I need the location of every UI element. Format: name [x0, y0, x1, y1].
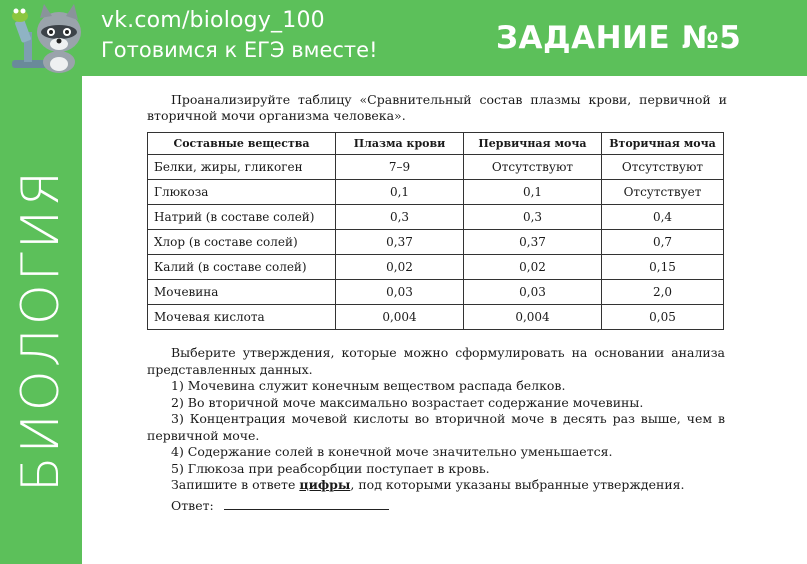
table-header: Плазма крови [336, 133, 464, 155]
table-cell: Глюкоза [148, 180, 336, 205]
table-header: Вторичная моча [602, 133, 724, 155]
instruction-emphasis: цифры [299, 477, 351, 492]
table-cell: Натрий (в составе солей) [148, 205, 336, 230]
table-cell: Отсутствуют [602, 155, 724, 180]
table-cell: 0,02 [464, 255, 602, 280]
table-cell: 0,15 [602, 255, 724, 280]
instruction-text: , под которыми указаны выбранные утверждения. [350, 477, 685, 492]
table-cell: Отсутствуют [464, 155, 602, 180]
answer-option: 3) Концентрация мочевой кислоты во вторичной моче в десять раз выше, чем в первичной моче. [147, 411, 725, 443]
table-cell: 0,4 [602, 205, 724, 230]
table-cell: 0,37 [336, 230, 464, 255]
subject-label: БИОЛОГИЯ [11, 167, 71, 493]
table-row [148, 255, 724, 280]
answer-option: 5) Глюкоза при реабсорбции поступает в кровь. [171, 460, 490, 476]
answer-option: 2) Во вторичной моче максимально возрастает содержание мочевины. [171, 394, 644, 410]
intro-text: Проанализируйте таблицу «Сравнительный состав плазмы крови, первичной и вторичной мочи организма человека». [147, 92, 727, 123]
table-header-row [148, 133, 724, 155]
site-url[interactable]: vk.com/biology_100 [101, 8, 325, 33]
table-cell: 0,004 [464, 305, 602, 330]
answer-field[interactable] [224, 497, 389, 510]
answer-option: 1) Мочевина служит конечным веществом распада белков. [171, 378, 566, 393]
table-row [148, 155, 724, 180]
table-cell: Отсутствует [602, 180, 724, 205]
question-prompt: Выберите утверждения, которые можно сформулировать на основании анализа представленных данных. [147, 345, 725, 377]
table-cell: 0,004 [336, 305, 464, 330]
table-cell: 0,03 [336, 280, 464, 305]
table-cell: 7–9 [336, 155, 464, 180]
table-cell: 0,02 [336, 255, 464, 280]
table-cell: Калий (в составе солей) [148, 255, 336, 280]
task-title: ЗАДАНИЕ №5 [496, 20, 742, 56]
table-cell: Мочевина [148, 280, 336, 305]
table-cell: 0,3 [464, 205, 602, 230]
answer-instruction [147, 477, 725, 494]
table-cell: 2,0 [602, 280, 724, 305]
answer-option: 4) Содержание солей в конечной моче значительно уменьшается. [171, 444, 613, 459]
question-block [147, 345, 725, 514]
task-intro [147, 92, 727, 134]
site-slogan: Готовимся к ЕГЭ вместе! [101, 38, 378, 62]
composition-table [147, 132, 724, 330]
table-cell: 0,05 [602, 305, 724, 330]
table-header: Первичная моча [464, 133, 602, 155]
table-cell: Белки, жиры, гликоген [148, 155, 336, 180]
table-cell: 0,1 [336, 180, 464, 205]
table-row [148, 205, 724, 230]
table-cell: 0,37 [464, 230, 602, 255]
table-cell: 0,7 [602, 230, 724, 255]
table-row [148, 180, 724, 205]
table-cell: 0,1 [464, 180, 602, 205]
answer-label: Ответ: [171, 497, 214, 513]
table-row [148, 305, 724, 330]
table-cell: 0,3 [336, 205, 464, 230]
answer-row [147, 497, 725, 515]
table-row [148, 230, 724, 255]
table-cell: Мочевая кислота [148, 305, 336, 330]
table-cell: Хлор (в составе солей) [148, 230, 336, 255]
instruction-text: Запишите в ответе [171, 477, 300, 492]
table-header: Составные вещества [148, 133, 336, 155]
raccoon-mascot-icon [4, 2, 88, 74]
table-cell: 0,03 [464, 280, 602, 305]
table-row [148, 280, 724, 305]
